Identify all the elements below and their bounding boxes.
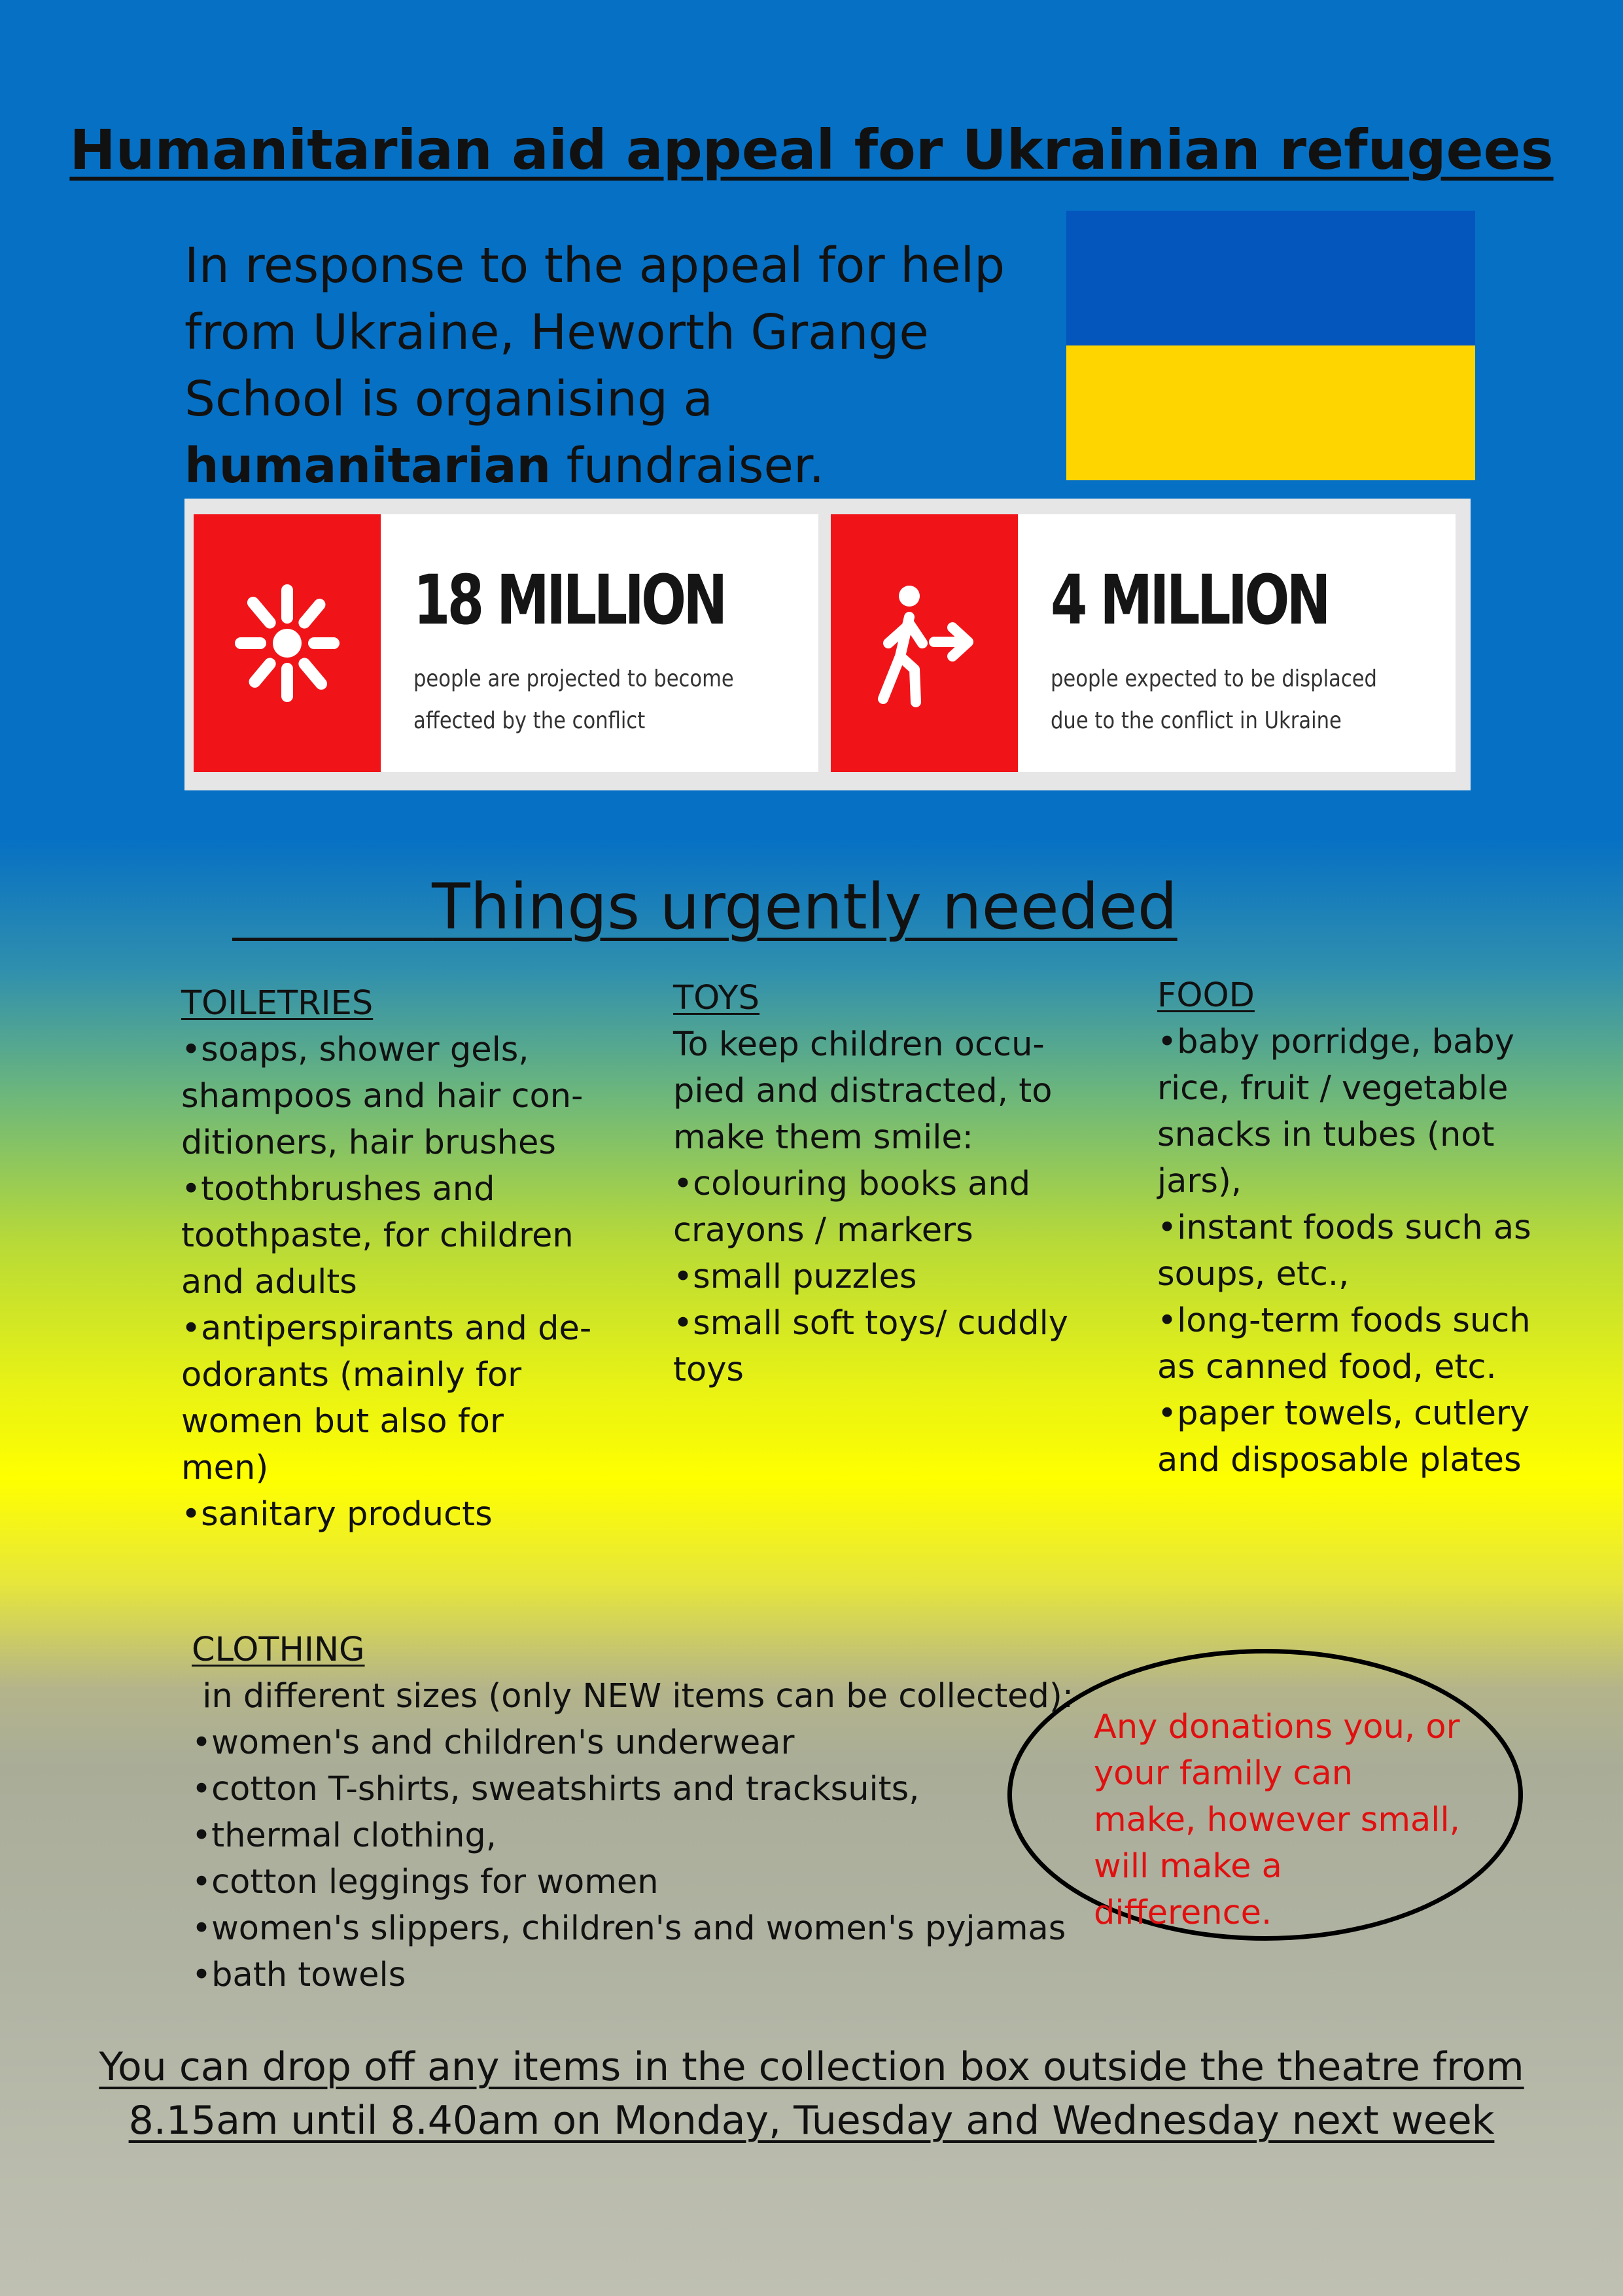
list-item: as canned food, etc. [1157,1348,1497,1386]
list-item: ditioners, hair brushes [181,1123,557,1162]
list-item: •sanitary products [181,1495,493,1534]
toys-heading: TOYS [673,979,760,1017]
intro-paragraph [184,232,1074,499]
list-item: snacks in tubes (not [1157,1116,1495,1154]
person-leaving-arrow-icon [869,571,980,715]
flag-blue-stripe [1066,211,1475,345]
food-column [1157,972,1576,1483]
list-item: soups, etc., [1157,1255,1350,1294]
list-item: odorants (mainly for [181,1356,522,1394]
list-item: rice, fruit / vegetable [1157,1069,1509,1108]
list-item: toothpaste, for children [181,1216,574,1255]
list-item: shampoos and hair con- [181,1077,584,1116]
list-item: •small soft toys/ cuddly [673,1304,1068,1343]
list-item: toys [673,1351,744,1389]
list-item: •paper towels, cutlery [1157,1394,1530,1433]
list-item: •colouring books and [673,1165,1031,1203]
list-item: •women's and children's underwear [192,1723,795,1762]
list-item: men) [181,1449,269,1487]
intro-text-end: fundraiser. [551,438,825,494]
toiletries-heading: TOILETRIES [181,984,374,1023]
asterisk-burst-icon [235,571,340,715]
list-item: pied and distracted, to [673,1072,1053,1110]
list-item: •cotton T-shirts, sweatshirts and tracksuits, [192,1770,920,1809]
list-item: •baby porridge, baby [1157,1023,1514,1061]
list-item: crayons / markers [673,1211,973,1250]
dropoff-info [0,2040,1623,2147]
stat-number: 18 MILLION [413,560,725,640]
stat-icon-box [831,514,1018,772]
clothing-heading: CLOTHING [192,1631,365,1669]
list-item: make them smile: [673,1118,973,1157]
list-item: and disposable plates [1157,1441,1522,1479]
list-item: •cotton leggings for women [192,1863,659,1901]
stat-description: people expected to be displaced due to the conflict in Ukraine [1051,665,1377,734]
list-item: •soaps, shower gels, [181,1031,529,1069]
stat-description: people are projected to become affected by the conflict [413,665,734,734]
intro-bold-word: humanitarian [184,438,551,494]
list-item: •instant foods such as [1157,1209,1531,1247]
section-heading-needed: Things urgently needed [432,870,1178,944]
stats-panel [184,499,1471,790]
list-item: To keep children occu- [673,1025,1045,1064]
flag-yellow-stripe [1066,345,1475,480]
stat-icon-box [194,514,381,772]
stat-card-displaced [831,514,1456,772]
toys-column [673,975,1092,1393]
page-title: Humanitarian aid appeal for Ukrainian refugees [69,118,1554,182]
dropoff-line-1: You can drop off any items in the collection box outside the theatre from [99,2044,1524,2090]
list-item: •small puzzles [673,1258,917,1296]
list-item: women but also for [181,1402,504,1441]
ukraine-flag [1066,211,1475,480]
dropoff-line-2: 8.15am until 8.40am on Monday, Tuesday and Wednesday next week [128,2098,1495,2144]
food-heading: FOOD [1157,976,1255,1015]
clothing-section [192,1627,1074,1998]
list-item: jars), [1157,1162,1242,1201]
list-item: •women's slippers, children's and women's pyjamas [192,1909,1066,1948]
intro-text: In response to the appeal for help from Ukraine, Heworth Grange School is organising a [184,238,1005,427]
list-item: in different sizes (only NEW items can be collected): [192,1677,1074,1716]
list-item: and adults [181,1263,357,1301]
list-item: •antiperspirants and de- [181,1309,592,1348]
list-item: •long-term foods such [1157,1301,1531,1340]
stat-card-affected [194,514,818,772]
toiletries-column [181,980,600,1538]
list-item: •thermal clothing, [192,1816,497,1855]
donation-note: Any donations you, or your family can make, however small, will make a difference. [1094,1708,1460,1932]
list-item: •toothbrushes and [181,1170,495,1209]
stat-number: 4 MILLION [1051,560,1328,640]
list-item: •bath towels [192,1956,406,1994]
